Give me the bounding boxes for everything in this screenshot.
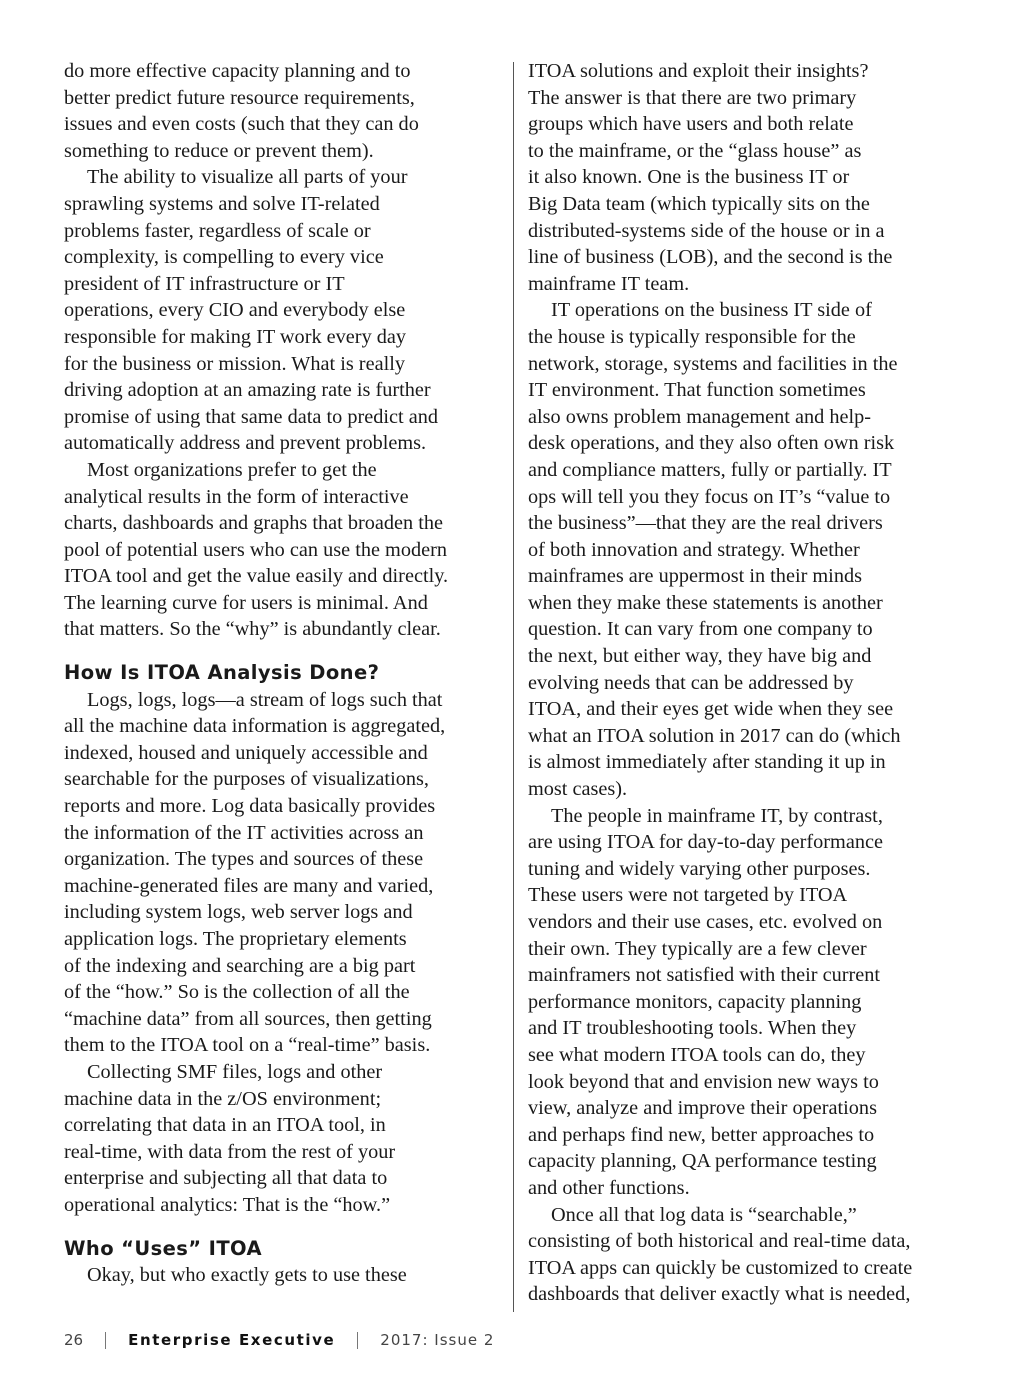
text-line: see what modern ITOA tools can do, they bbox=[528, 1043, 866, 1066]
text-line: ITOA apps can quickly be customized to create bbox=[528, 1256, 913, 1279]
text-line: of the indexing and searching are a big part bbox=[64, 954, 416, 977]
paragraph bbox=[64, 58, 504, 164]
text-line: tuning and widely varying other purposes. bbox=[528, 857, 871, 880]
text-line: the business”—that they are the real drivers bbox=[528, 512, 883, 535]
text-line: Most organizations prefer to get the bbox=[87, 458, 377, 481]
text-line: their own. They typically are a few clever bbox=[528, 937, 867, 960]
text-line: of the “how.” So is the collection of all the bbox=[64, 981, 410, 1004]
paragraph bbox=[64, 1059, 504, 1219]
section-heading-who: Who “Uses” ITOA bbox=[64, 1236, 262, 1260]
text-line: real-time, with data from the rest of your bbox=[64, 1140, 396, 1163]
text-line: machine data in the z/OS environment; bbox=[64, 1087, 382, 1110]
text-line: mainframers not satisfied with their current bbox=[528, 964, 880, 987]
text-line: it also known. One is the business IT or bbox=[528, 166, 850, 189]
text-line: most cases). bbox=[528, 778, 628, 801]
text-line: IT operations on the business IT side of bbox=[551, 299, 872, 322]
text-line: problems faster, regardless of scale or bbox=[64, 219, 371, 242]
text-line: ITOA tool and get the value easily and directly. bbox=[64, 565, 449, 588]
text-line: is almost immediately after standing it up in bbox=[528, 751, 886, 774]
text-line: enterprise and subjecting all that data to bbox=[64, 1167, 388, 1190]
text-line: performance monitors, capacity planning bbox=[528, 990, 862, 1013]
text-line: IT environment. That function sometimes bbox=[528, 379, 866, 402]
text-line: mainframes are uppermost in their minds bbox=[528, 565, 862, 588]
paragraph bbox=[64, 164, 504, 457]
right-column bbox=[528, 58, 968, 1308]
text-line: charts, dashboards and graphs that broaden the bbox=[64, 512, 444, 535]
text-line: Okay, but who exactly gets to use these bbox=[87, 1264, 407, 1287]
text-line: driving adoption at an amazing rate is further bbox=[64, 379, 431, 402]
text-line: The answer is that there are two primary bbox=[528, 86, 857, 109]
text-line: responsible for making IT work every day bbox=[64, 325, 407, 348]
text-line: desk operations, and they also often own risk bbox=[528, 432, 895, 455]
text-line: the house is typically responsible for the bbox=[528, 325, 856, 348]
text-line: machine-generated files are many and varied, bbox=[64, 874, 434, 897]
paragraph bbox=[528, 58, 968, 297]
page-number: 26 bbox=[64, 1331, 84, 1349]
text-line: organization. The types and sources of these bbox=[64, 848, 424, 871]
text-line: and other functions. bbox=[528, 1176, 690, 1199]
footer-separator bbox=[105, 1332, 106, 1349]
text-line: issues and even costs (such that they can do bbox=[64, 113, 419, 136]
issue-label: 2017: Issue 2 bbox=[380, 1331, 495, 1349]
footer-separator bbox=[357, 1332, 358, 1349]
text-line: complexity, is compelling to every vice bbox=[64, 246, 384, 269]
text-line: that matters. So the “why” is abundantly clear. bbox=[64, 618, 441, 641]
text-line: them to the ITOA tool on a “real-time” basis. bbox=[64, 1034, 431, 1057]
text-line: pool of potential users who can use the modern bbox=[64, 538, 447, 561]
text-line: what an ITOA solution in 2017 can do (which bbox=[528, 724, 901, 747]
text-line: when they make these statements is another bbox=[528, 591, 883, 614]
text-line: dashboards that deliver exactly what is needed, bbox=[528, 1283, 911, 1306]
text-line: The ability to visualize all parts of your bbox=[87, 166, 408, 189]
text-line: consisting of both historical and real-time data, bbox=[528, 1230, 911, 1253]
text-line: are using ITOA for day-to-day performance bbox=[528, 831, 883, 854]
text-line: for the business or mission. What is really bbox=[64, 352, 405, 375]
text-line: mainframe IT team. bbox=[528, 272, 690, 295]
text-line: sprawling systems and solve IT-related bbox=[64, 192, 380, 215]
text-line: Big Data team (which typically sits on the bbox=[528, 192, 870, 215]
text-line: analytical results in the form of interactive bbox=[64, 485, 409, 508]
text-line: to the mainframe, or the “glass house” as bbox=[528, 139, 862, 162]
text-line: question. It can vary from one company to bbox=[528, 618, 873, 641]
text-line: ops will tell you they focus on IT’s “value to bbox=[528, 485, 891, 508]
section-heading-how: How Is ITOA Analysis Done? bbox=[64, 661, 380, 685]
text-line: The learning curve for users is minimal. And bbox=[64, 591, 428, 614]
text-line: and perhaps find new, better approaches to bbox=[528, 1123, 875, 1146]
paragraph bbox=[64, 457, 504, 643]
paragraph bbox=[64, 1262, 504, 1289]
text-line: network, storage, systems and facilities in the bbox=[528, 352, 898, 375]
text-line: correlating that data in an ITOA tool, in bbox=[64, 1114, 386, 1137]
text-line: better predict future resource requirements, bbox=[64, 86, 415, 109]
text-line: also owns problem management and help- bbox=[528, 405, 871, 428]
text-line: view, analyze and improve their operations bbox=[528, 1097, 877, 1120]
text-line: operational analytics: That is the “how.” bbox=[64, 1193, 391, 1216]
text-line: These users were not targeted by ITOA bbox=[528, 884, 848, 907]
text-line: of both innovation and strategy. Whether bbox=[528, 538, 860, 561]
text-line: all the machine data information is aggregated, bbox=[64, 715, 446, 738]
text-line: including system logs, web server logs and bbox=[64, 901, 413, 924]
text-line: distributed-systems side of the house or in a bbox=[528, 219, 885, 242]
text-line: ITOA solutions and exploit their insights? bbox=[528, 60, 869, 82]
text-line: Once all that log data is “searchable,” bbox=[551, 1203, 857, 1226]
text-line: ITOA, and their eyes get wide when they see bbox=[528, 698, 894, 721]
text-line: capacity planning, QA performance testing bbox=[528, 1150, 877, 1173]
text-line: operations, every CIO and everybody else bbox=[64, 299, 406, 322]
left-column bbox=[64, 58, 504, 1289]
paragraph bbox=[528, 297, 968, 802]
text-line: “machine data” from all sources, then getting bbox=[64, 1007, 432, 1030]
page-footer bbox=[64, 1327, 494, 1353]
text-line: president of IT infrastructure or IT bbox=[64, 272, 345, 295]
text-line: the information of the IT activities across an bbox=[64, 821, 424, 844]
text-line: The people in mainframe IT, by contrast, bbox=[551, 804, 883, 827]
text-line: look beyond that and envision new ways to bbox=[528, 1070, 879, 1093]
paragraph bbox=[528, 1202, 968, 1308]
text-line: searchable for the purposes of visualizations, bbox=[64, 768, 429, 791]
text-line: reports and more. Log data basically provides bbox=[64, 795, 436, 818]
text-line: automatically address and prevent problems. bbox=[64, 432, 427, 455]
text-line: application logs. The proprietary elements bbox=[64, 928, 407, 950]
text-line: evolving needs that can be addressed by bbox=[528, 671, 854, 694]
paragraph bbox=[528, 803, 968, 1202]
column-divider bbox=[513, 62, 514, 1312]
text-line: and compliance matters, fully or partially. IT bbox=[528, 458, 892, 481]
text-line: indexed, housed and uniquely accessible and bbox=[64, 741, 428, 764]
publication-name: Enterprise Executive bbox=[128, 1331, 336, 1349]
paragraph bbox=[64, 687, 504, 1059]
text-line: groups which have users and both relate bbox=[528, 113, 854, 136]
text-line: the next, but either way, they have big and bbox=[528, 645, 872, 668]
text-line: promise of using that same data to predict and bbox=[64, 405, 438, 428]
text-line: something to reduce or prevent them). bbox=[64, 139, 374, 162]
text-line: Collecting SMF files, logs and other bbox=[87, 1060, 383, 1083]
text-line: and IT troubleshooting tools. When they bbox=[528, 1017, 857, 1040]
text-line: Logs, logs, logs—a stream of logs such that bbox=[87, 688, 443, 711]
text-line: vendors and their use cases, etc. evolved on bbox=[528, 911, 883, 933]
text-line: do more effective capacity planning and to bbox=[64, 60, 411, 82]
text-line: line of business (LOB), and the second is the bbox=[528, 246, 893, 269]
